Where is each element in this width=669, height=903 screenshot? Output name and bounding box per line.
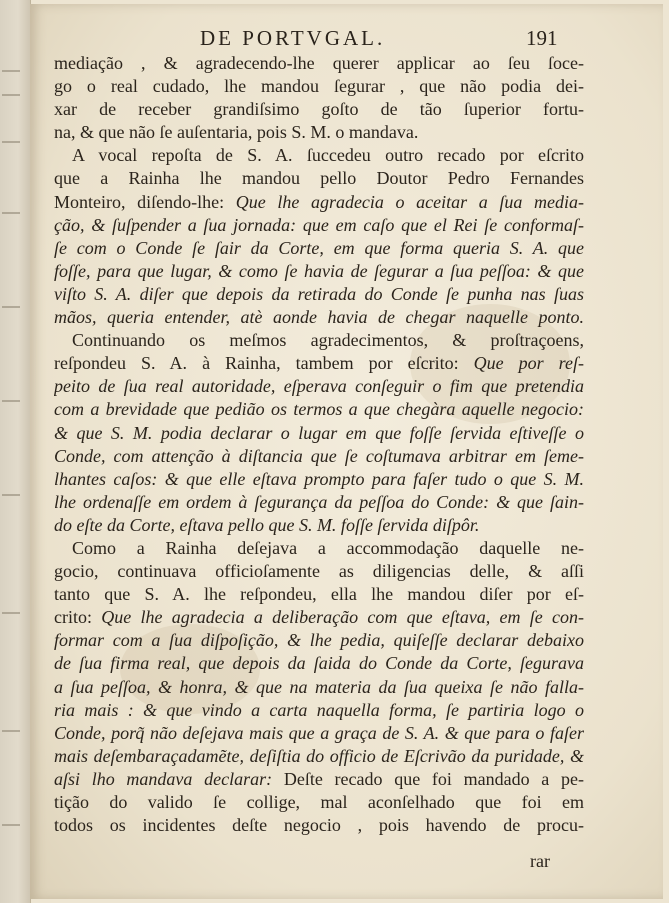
roman-run: Monteiro, diſendo-lhe: bbox=[54, 191, 236, 212]
ghost-text-mark bbox=[2, 494, 20, 496]
book-page bbox=[30, 4, 663, 899]
roman-run: reſpondeu S. A. à Rainha, tambem por eſcrito: bbox=[54, 353, 474, 374]
text-line: a ſua peſſoa, & honra, & que na materia da ſua queixa ſe não falla- bbox=[54, 676, 584, 697]
italic-run: Que lhe agradecia o aceitar a ſua media- bbox=[235, 191, 584, 212]
text-line bbox=[54, 768, 584, 791]
page-number: 191 bbox=[526, 26, 558, 50]
roman-run: crito: bbox=[54, 607, 102, 628]
catchword: rar bbox=[530, 851, 550, 871]
text-line: de ſua firma real, que depois da ſaida do Conde da Corte, ſegurava bbox=[54, 653, 584, 674]
text-line: formar com a ſua diſpoſição, & lhe pedia, quiſeſſe declarar debaixo bbox=[54, 630, 584, 651]
italic-run: aſsi lho mandava declarar: bbox=[54, 768, 284, 789]
text-line: na, & que não ſe auſentaria, pois S. M. o mandava. bbox=[54, 122, 419, 143]
italic-run: Que por reſ- bbox=[473, 353, 584, 374]
text-line: peito de ſua real autoridade, eſperava conſeguir o fim que pretendia bbox=[54, 376, 584, 397]
text-line: ria mais : & que vindo a carta naquella forma, ſe partiria logo o bbox=[54, 699, 584, 720]
italic-run: Que lhe agradecia a deliberação com que eſtava, em ſe con- bbox=[101, 607, 584, 628]
text-line: Conde, porq̃ não deſejava mais que a graça de S. A. & que para o faſer bbox=[54, 722, 584, 743]
text-line: xar de receber grandiſsimo goſto de tão ſuperior fortu- bbox=[54, 99, 584, 120]
previous-page-edge bbox=[0, 0, 31, 903]
text-line bbox=[54, 606, 584, 629]
ghost-text-mark bbox=[2, 612, 20, 614]
text-line: & que S. M. podia declarar o lugar em que foſſe ſervida eſtiveſſe o bbox=[54, 422, 584, 443]
text-line: ſe com o Conde ſe ſair da Corte, em que forma queria S. A. que bbox=[54, 237, 584, 258]
ghost-text-mark bbox=[2, 824, 20, 826]
running-head: DE PORTVGAL. bbox=[200, 26, 386, 50]
text-line bbox=[54, 352, 584, 375]
text-line: lhe ordenaſſe em ordem à ſegurança da peſſoa do Conde: & que ſain- bbox=[54, 491, 584, 512]
text-line: gocio, continuava officioſamente as diligencias delle, & aſſi bbox=[54, 561, 584, 582]
text-line: com a brevidade que pedião os termos a que chegàra aquelle negocio: bbox=[54, 399, 584, 420]
text-line: Conde, com attenção à diſtancia que ſe coſtumava arbitrar em ſeme- bbox=[54, 445, 584, 466]
ghost-text-mark bbox=[2, 730, 20, 732]
text-line: viſto S. A. diſer que depois da retirada do Conde ſe punha nas ſuas bbox=[54, 283, 584, 304]
text-line: foſſe, para que lugar, & como ſe havia de ſegurar a ſua peſſoa: & que bbox=[54, 260, 584, 281]
text-line: mediação , & agradecendo-lhe querer applicar ao ſeu ſoce- bbox=[54, 53, 584, 73]
text-line: Como a Rainha deſejava a accommodação daquelle ne- bbox=[72, 537, 584, 558]
ghost-text-mark bbox=[2, 212, 20, 214]
roman-run: Deſte recado que foi mandado a pe- bbox=[283, 768, 584, 789]
text-line: lhantes caſos: & que elle eſtava prompto para faſer tudo o que S. M. bbox=[54, 468, 584, 489]
text-line: mãos, queria entender, atè aonde havia de chegar naquelle ponto. bbox=[54, 307, 584, 328]
ghost-text-mark bbox=[2, 306, 20, 308]
page-header bbox=[30, 26, 663, 54]
text-line: ção, & ſuſpender a ſua jornada: que em caſo que el Rei ſe conformaſ- bbox=[54, 214, 584, 235]
text-line: que a Rainha lhe mandou pello Doutor Pedro Fernandes bbox=[54, 168, 584, 189]
text-line bbox=[54, 191, 584, 214]
text-line: A vocal repoſta de S. A. ſuccedeu outro recado por eſcrito bbox=[72, 145, 584, 166]
ghost-text-mark bbox=[2, 94, 20, 96]
text-line: tanto que S. A. lhe reſpondeu, ella lhe mandou diſer por eſ- bbox=[54, 584, 584, 605]
body-text bbox=[54, 52, 584, 837]
text-line: Continuando os meſmos agradecimentos, & proſtraçoens, bbox=[72, 330, 584, 351]
text-line: do eſte da Corte, eſtava pello que S. M. foſſe ſervida diſpôr. bbox=[54, 514, 480, 535]
ghost-text-mark bbox=[2, 400, 20, 402]
text-line: mais deſembaraçadamẽte, deſiſtia do officio de Eſcrivão da puridade, & bbox=[54, 745, 584, 766]
ghost-text-mark bbox=[2, 141, 20, 143]
text-line: go o real cudado, lhe mandou ſegurar , que não podia dei- bbox=[54, 76, 584, 97]
text-line: todos os incidentes deſte negocio , pois havendo de procu- bbox=[54, 815, 584, 836]
text-line: tição do valido ſe collige, mal aconſelhado que foi em bbox=[54, 792, 584, 812]
ghost-text-mark bbox=[2, 70, 20, 72]
